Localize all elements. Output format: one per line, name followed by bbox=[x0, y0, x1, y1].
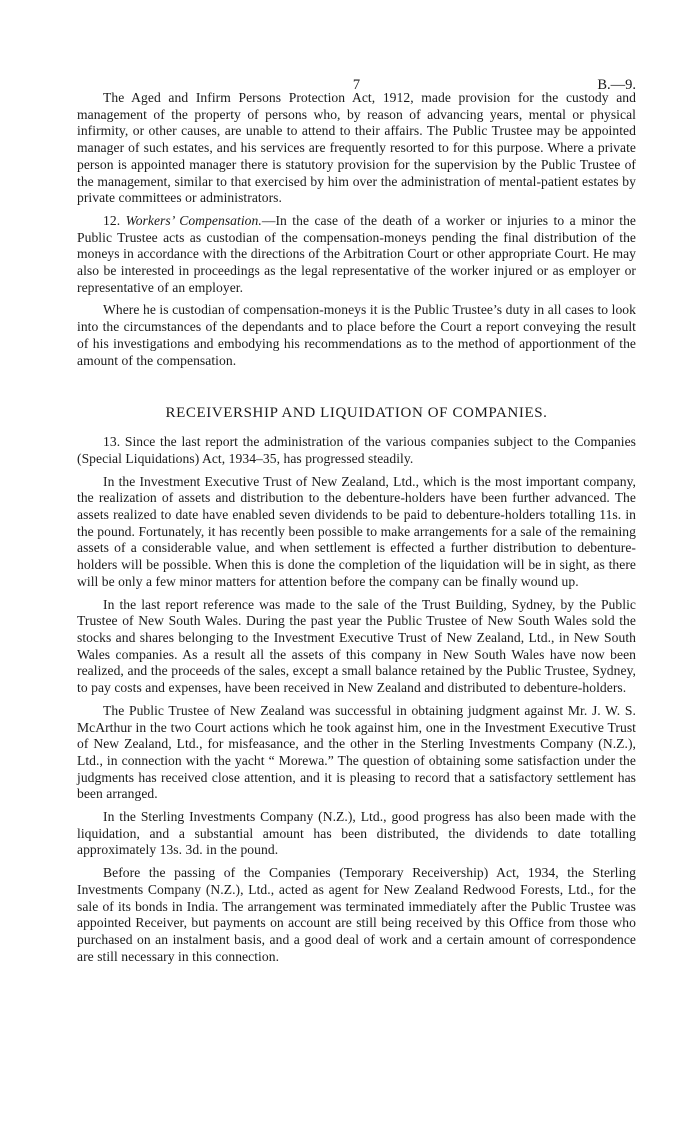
page-number: 7 bbox=[352, 77, 361, 93]
paragraph-title: Workers’ Compensation. bbox=[125, 212, 262, 228]
paragraph-temporary-receivership: Before the passing of the Companies (Temporary Receivership) Act, 1934, the Sterling Investments Company (N.Z.), Ltd., acted as agent for New Zealand Redwood Forests, Ltd., for the sale of its bonds in India. The arrangement was terminated immediately after the Public Trustee was appointed Receiver, but payments on account are still being received by this Office from those who purchased on an instalment basis, and a good deal of work and a certain amount of correspondence are still necessary in this connection. bbox=[77, 865, 636, 964]
paragraph-investment-executive: In the Investment Executive Trust of New Zealand, Ltd., which is the most important company, the realization of assets and distribution to the debenture-holders have been further advanced. The assets realized to date have enabled seven dividends to be paid to debenture-holders totalling 11s. in the pound. Fortunately, it has recently been possible to make arrangements for a sale of the remaining assets of a considerable value, and when settlement is effected a further distribution to debenture-holders will be possible. When this is done the completion of the liquidation will be in sight, as there will be only a few minor matters for attention before the company can be finally wound up. bbox=[77, 473, 636, 589]
paragraph-body: —In the case of the death of a worker or injuries to a minor the Public Trustee acts as custodian of the compensation-moneys pending the final distribution of the moneys in accordance with the directions of the Arbitration Court or other appropriate Court. He may also be interested in proceedings as the legal representative of the worker injured or as employer or representative of an employer. bbox=[77, 212, 636, 295]
paragraph-number: 12. bbox=[103, 212, 121, 228]
section-heading: RECEIVERSHIP AND LIQUIDATION OF COMPANIES. bbox=[165, 405, 548, 422]
paragraph-custodian-duty: Where he is custodian of compensation-moneys it is the Public Trustee’s duty in all cases to look into the circumstances of the dependants and to place before the Court a report conveying the result of his investigations and embodying his recommendations as to the method of apportionment of the amount of the compensation. bbox=[77, 302, 636, 368]
paragraph-mcarthur: The Public Trustee of New Zealand was successful in obtaining judgment against Mr. J. W. S. McArthur in the two Court actions which he took against him, one in the Investment Executive Trust of New Zealand, Ltd., for misfeasance, and the other in the Sterling Investments Company (N.Z.), Ltd., in connection with the yacht “ Morewa.” The question of obtaining some satisfaction under the judgments has received close attention, and it is pleasing to record that a satisfactory settlement has been arranged. bbox=[77, 702, 636, 802]
page-header bbox=[77, 0, 636, 93]
paragraph-workers-compensation bbox=[77, 213, 636, 297]
paragraph-sterling-progress: In the Sterling Investments Company (N.Z.), Ltd., good progress has also been made with the liquidation, and a substantial amount has been distributed, the dividends to date totalling approximately 13s. 3d. in the pound. bbox=[77, 809, 636, 858]
page-reference: B.—9. bbox=[597, 77, 636, 93]
paragraph-trust-building: In the last report reference was made to the sale of the Trust Building, Sydney, by the Public Trustee of New South Wales. During the past year the Public Trustee of New South Wales sold the stocks and shares belonging to the Investment Executive Trust of New Zealand, Ltd., in New South Wales companies. As a result all the assets of this company in New South Wales have now been realized, and the proceeds of the sales, except a small balance retained by the Public Trustee, Sydney, to pay costs and expenses, have been received in New Zealand and distributed to debenture-holders. bbox=[77, 596, 636, 696]
paragraph-aged-infirm: The Aged and Infirm Persons Protection Act, 1912, made provision for the custody and management of the property of persons who, by reason of advancing years, mental or physical infirmity, or other causes, are unable to attend to their affairs. The Public Trustee may be appointed manager of such estates, and his services are frequently resorted to for this purpose. Where a private person is appointed manager there is statutory provision for the supervision by the Public Trustee of the management, similar to that exercised by him over the administration of mental-patient estates by private committees or administrators. bbox=[77, 90, 636, 206]
paragraph-13: 13. Since the last report the administration of the various companies subject to the Companies (Special Liquidations) Act, 1934–35, has progressed steadily. bbox=[77, 434, 636, 466]
